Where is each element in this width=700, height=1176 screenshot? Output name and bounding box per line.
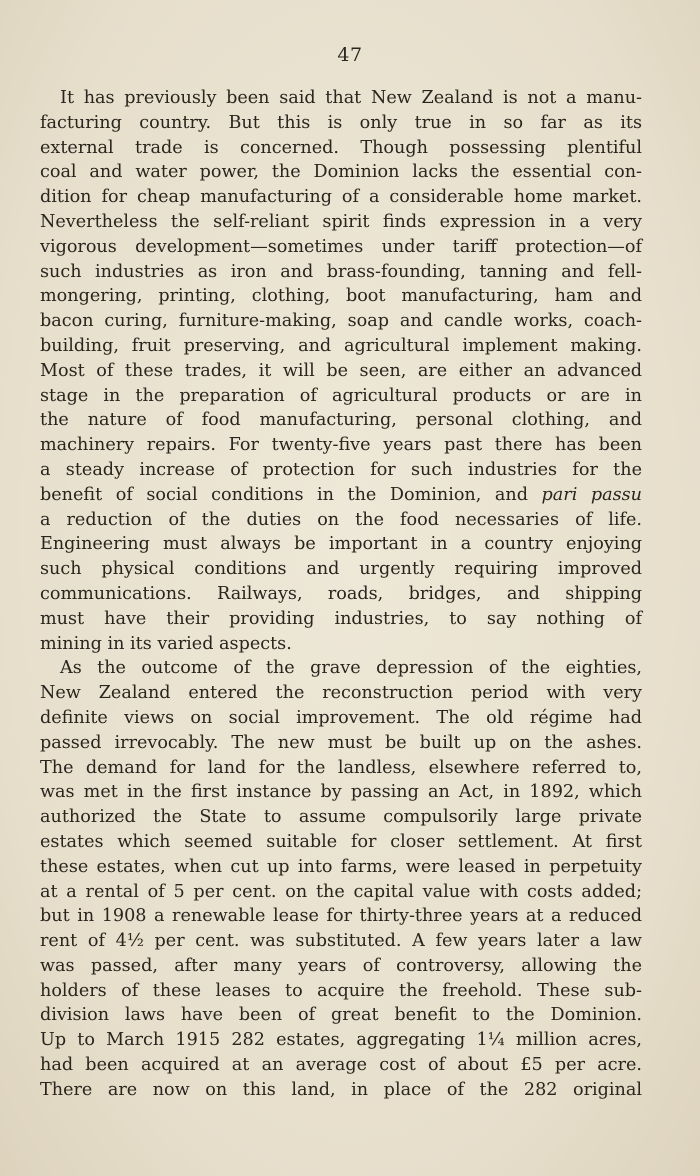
text-line: [40, 483, 642, 508]
body-text: [40, 86, 642, 1103]
text-line: had been acquired at an average cost of about £5 per acre.: [40, 1055, 642, 1076]
text-line: rent of 4½ per cent. was substituted. A few years later a law: [40, 931, 642, 952]
text-line: Up to March 1915 282 estates, aggregating 1¼ million acres,: [40, 1030, 642, 1051]
text-line: As the outcome of the grave depression of the eighties,: [60, 658, 642, 679]
text-line: such physical conditions and urgently requiring improved: [40, 559, 642, 580]
text-line: stage in the preparation of agricultural products or are in: [40, 385, 642, 406]
text-line: authorized the State to assume compulsorily large private: [40, 807, 642, 828]
text-line: Engineering must always be important in a country enjoying: [40, 534, 642, 555]
text-line: was passed, after many years of controversy, allowing the: [40, 955, 642, 976]
text-line: these estates, when cut up into farms, were leased in perpetuity: [40, 856, 642, 877]
paragraph-1: [40, 86, 642, 656]
text-line: a reduction of the duties on the food necessaries of life.: [40, 509, 642, 530]
text-line: communications. Railways, roads, bridges, and shipping: [40, 583, 642, 604]
text-line: coal and water power, the Dominion lacks the essential con-: [40, 162, 642, 183]
text-line: facturing country. But this is only true in so far as its: [40, 112, 642, 133]
text-line: mongering, printing, clothing, boot manufacturing, ham and: [40, 286, 642, 307]
text-line: holders of these leases to acquire the freehold. These sub-: [40, 980, 642, 1001]
text-line: dition for cheap manufacturing of a considerable home market.: [40, 187, 642, 208]
text-line: New Zealand entered the reconstruction period with very: [40, 683, 642, 704]
text-line: Nevertheless the self-reliant spirit finds expression in a very: [40, 211, 642, 232]
page-number: 47: [337, 44, 363, 66]
text-line: at a rental of 5 per cent. on the capital value with costs added;: [40, 881, 642, 902]
text-line: but in 1908 a renewable lease for thirty-three years at a reduced: [40, 906, 642, 927]
text-line: There are now on this land, in place of the 282 original: [40, 1079, 642, 1100]
text-line: estates which seemed suitable for closer settlement. At first: [40, 831, 642, 852]
text-line: passed irrevocably. The new must be built up on the ashes.: [40, 732, 642, 753]
text-line: Most of these trades, it will be seen, are either an advanced: [40, 360, 642, 381]
text-line: must have their providing industries, to say nothing of: [40, 608, 642, 629]
text-line: was met in the first instance by passing an Act, in 1892, which: [40, 782, 642, 803]
text-line: mining in its varied aspects.: [40, 633, 292, 654]
text-segment: benefit of social conditions in the Dominion, and: [40, 484, 542, 505]
text-line: the nature of food manufacturing, personal clothing, and: [40, 410, 642, 431]
paragraph-2: [40, 656, 642, 1102]
text-line: It has previously been said that New Zealand is not a manu-: [60, 88, 642, 108]
text-line: division laws have been of great benefit to the Dominion.: [40, 1005, 642, 1026]
text-line: bacon curing, furniture-making, soap and candle works, coach-: [40, 311, 642, 332]
text-line: external trade is concerned. Though possessing plentiful: [40, 137, 642, 158]
text-line: machinery repairs. For twenty-five years past there has been: [40, 435, 642, 456]
text-line: definite views on social improvement. The old régime had: [40, 707, 642, 728]
text-line: building, fruit preserving, and agricultural implement making.: [40, 335, 642, 356]
text-line: such industries as iron and brass-founding, tanning and fell-: [40, 261, 642, 282]
text-line: vigorous development—sometimes under tariff protection—of: [40, 236, 642, 257]
text-line: a steady increase of protection for such industries for the: [40, 459, 642, 480]
text-line: The demand for land for the landless, elsewhere referred to,: [40, 757, 642, 778]
italic-latin-phrase: pari passu: [541, 484, 643, 505]
